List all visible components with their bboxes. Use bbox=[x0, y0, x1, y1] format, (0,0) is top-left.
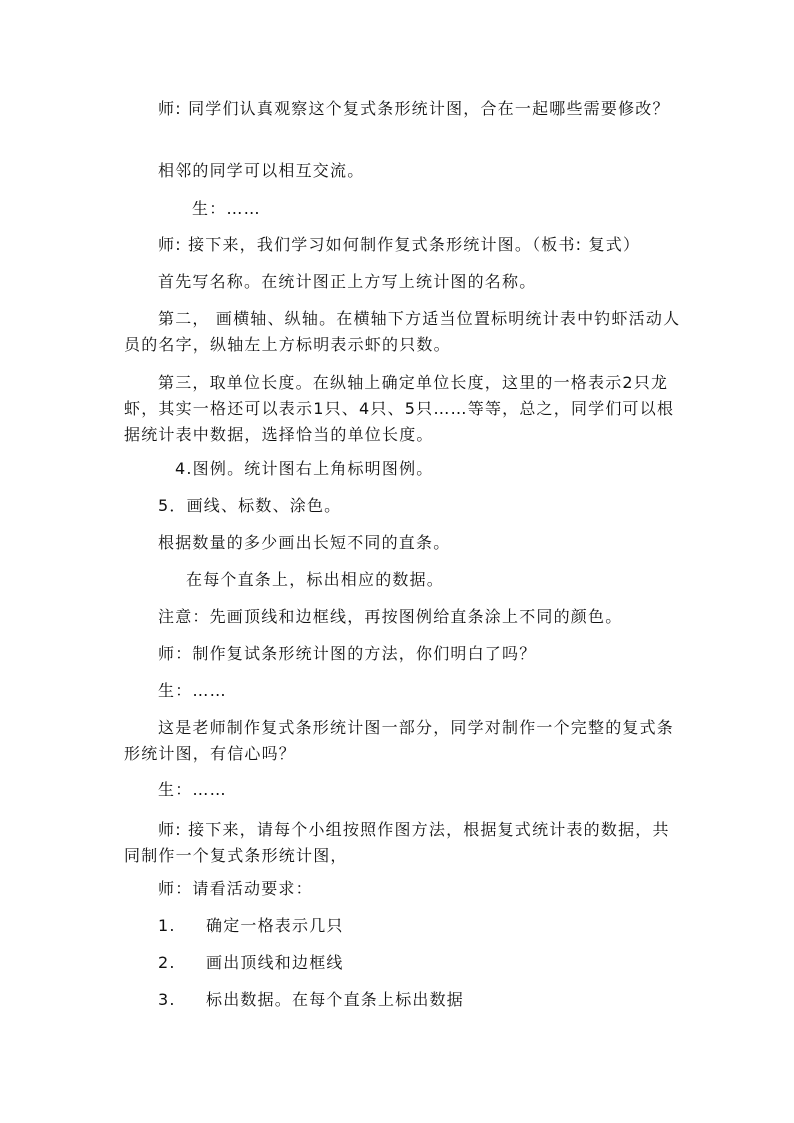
paragraph: 第三，取单位长度。在纵轴上确定单位长度，这里的一格表示2只龙虾，其实一格还可以表示1只、4只、5只……等等，总之，同学们可以根据统计表中数据，选择恰当的单位长度。 bbox=[124, 373, 675, 444]
paragraph: 师: 同学们认真观察这个复式条形统计图，合在一起哪些需要修改？ bbox=[158, 99, 670, 118]
requirement-text: 画出顶线和边框线 bbox=[206, 953, 344, 972]
paragraph: 根据数量的多少画出长短不同的直条。 bbox=[158, 533, 451, 552]
paragraph: 师：制作复试条形统计图的方法，你们明白了吗？ bbox=[158, 644, 537, 663]
paragraph: 师: 接下来，请每个小组按照作图方法，根据复式统计表的数据，共同制作一个复式条形统计图， bbox=[124, 820, 670, 865]
paragraph: 师：请看活动要求： bbox=[158, 879, 313, 898]
paragraph: 生：…… bbox=[158, 780, 227, 799]
requirement-text: 确定一格表示几只 bbox=[206, 916, 344, 935]
paragraph: 这是老师制作复式条形统计图一部分，同学对制作一个完整的复式条形统计图，有信心吗？ bbox=[124, 718, 675, 763]
requirement-item bbox=[158, 950, 344, 976]
paragraph: 注意：先画顶线和边框线，再按图例给直条涂上不同的颜色。 bbox=[158, 607, 623, 626]
paragraph: 生：…… bbox=[158, 681, 227, 700]
paragraph: 4.图例。统计图右上角标明图例。 bbox=[175, 459, 434, 478]
requirement-number: 3. bbox=[158, 990, 176, 1009]
paragraph: 生：…… bbox=[192, 199, 261, 218]
requirement-item bbox=[158, 987, 464, 1013]
paragraph: 在每个直条上，标出相应的数据。 bbox=[186, 570, 445, 589]
requirement-item bbox=[158, 913, 344, 939]
paragraph: 师: 接下来，我们学习如何制作复式条形统计图。（板书: 复式） bbox=[158, 235, 641, 254]
requirement-number: 2. bbox=[158, 953, 176, 972]
requirement-text: 标出数据。在每个直条上标出数据 bbox=[206, 990, 465, 1009]
paragraph: 相邻的同学可以相互交流。 bbox=[158, 161, 365, 180]
paragraph: 5．画线、标数、涂色。 bbox=[158, 496, 342, 515]
paragraph: 首先写名称。在统计图正上方写上统计图的名称。 bbox=[158, 272, 537, 291]
requirement-number: 1. bbox=[158, 916, 176, 935]
paragraph: 第二， 画横轴、纵轴。在横轴下方适当位置标明统计表中钓虾活动人员的名字，纵轴左上方标明表示虾的只数。 bbox=[124, 309, 681, 354]
